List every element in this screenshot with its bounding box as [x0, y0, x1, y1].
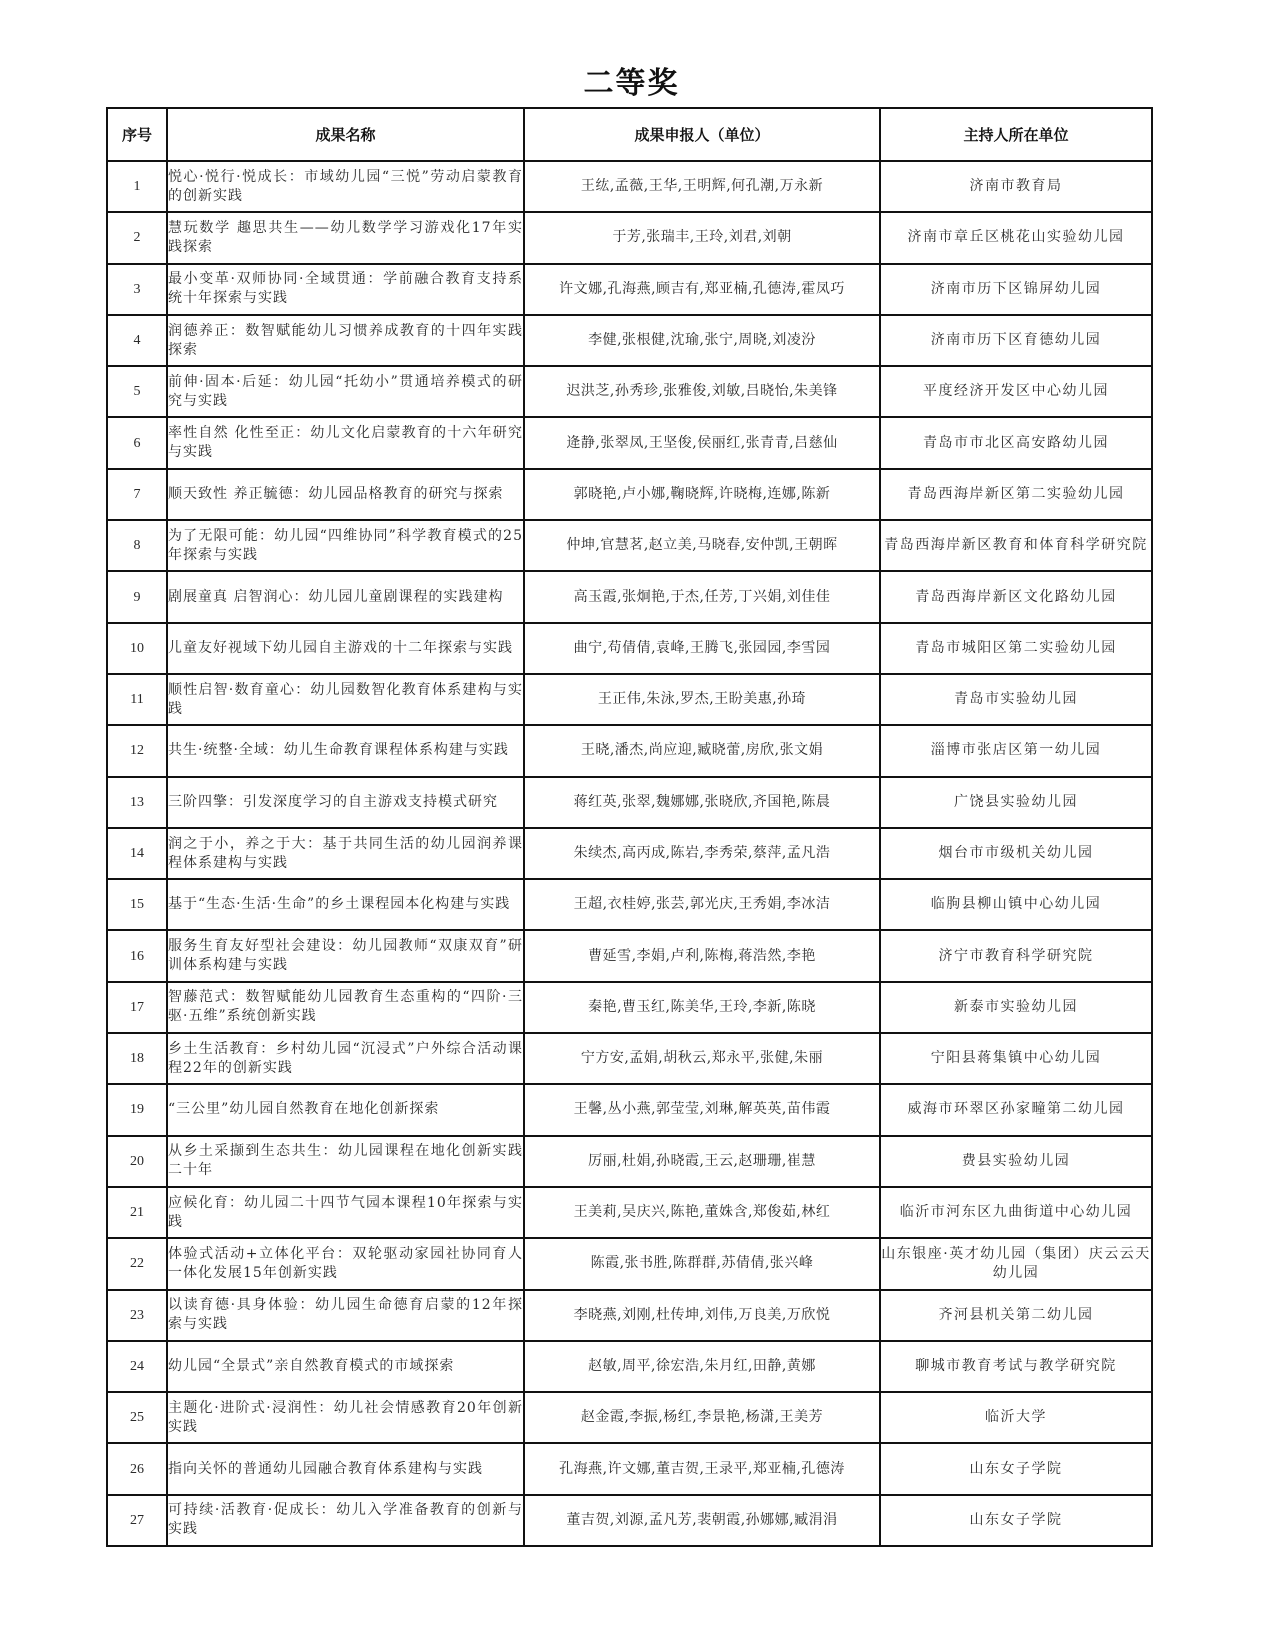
row-number: 6	[107, 417, 167, 468]
achievement-name: 润德养正：数智赋能幼儿习惯养成教育的十四年实践探索	[167, 315, 524, 366]
host-unit: 齐河县机关第二幼儿园	[880, 1290, 1152, 1341]
applicants: 董吉贺,刘源,孟凡芳,裴朝霞,孙娜娜,臧涓涓	[524, 1495, 880, 1546]
host-unit: 平度经济开发区中心幼儿园	[880, 366, 1152, 417]
row-number: 7	[107, 469, 167, 520]
achievement-name: 应候化育：幼儿园二十四节气园本课程10年探索与实践	[167, 1187, 524, 1238]
achievement-name: 悦心·悦行·悦成长：市域幼儿园“三悦”劳动启蒙教育的创新实践	[167, 161, 524, 212]
applicants: 王美莉,吴庆兴,陈艳,董姝含,郑俊茹,林红	[524, 1187, 880, 1238]
achievement-name: 体验式活动+立体化平台：双轮驱动家园社协同育人一体化发展15年创新实践	[167, 1238, 524, 1289]
table-row	[107, 264, 1152, 315]
host-unit: 青岛西海岸新区文化路幼儿园	[880, 571, 1152, 622]
applicants: 王纮,孟薇,王华,王明辉,何孔潮,万永新	[524, 161, 880, 212]
table-row	[107, 725, 1152, 776]
applicants: 于芳,张瑞丰,王玲,刘君,刘朝	[524, 212, 880, 263]
table-row	[107, 417, 1152, 468]
page-title: 二等奖	[583, 66, 680, 101]
table-row	[107, 1392, 1152, 1443]
table-row	[107, 674, 1152, 725]
achievement-name: 从乡土采撷到生态共生：幼儿园课程在地化创新实践二十年	[167, 1136, 524, 1187]
achievement-name: 顺性启智·数育童心：幼儿园数智化教育体系建构与实践	[167, 674, 524, 725]
host-unit: 山东女子学院	[880, 1495, 1152, 1546]
host-unit: 费县实验幼儿园	[880, 1136, 1152, 1187]
table-row	[107, 1033, 1152, 1084]
applicants: 秦艳,曹玉红,陈美华,王玲,李新,陈晓	[524, 982, 880, 1033]
host-unit: 济宁市教育科学研究院	[880, 930, 1152, 981]
achievement-name: 幼儿园“全景式”亲自然教育模式的市域探索	[167, 1341, 524, 1392]
applicants: 王馨,丛小燕,郭莹莹,刘琳,解英英,苗伟霞	[524, 1084, 880, 1135]
host-unit: 山东女子学院	[880, 1443, 1152, 1494]
row-number: 4	[107, 315, 167, 366]
table-row	[107, 520, 1152, 571]
row-number: 26	[107, 1443, 167, 1494]
table-row	[107, 1495, 1152, 1546]
achievement-name: 基于“生态·生活·生命”的乡土课程园本化构建与实践	[167, 879, 524, 930]
table-row	[107, 1238, 1152, 1289]
header-unit: 主持人所在单位	[880, 108, 1152, 161]
applicants: 曲宁,苟倩倩,袁峰,王腾飞,张园园,李雪园	[524, 623, 880, 674]
applicants: 仲坤,官慧茗,赵立美,马晓春,安仲凯,王朝晖	[524, 520, 880, 571]
table-row	[107, 879, 1152, 930]
table-row	[107, 623, 1152, 674]
achievement-name: 最小变革·双师协同·全域贯通：学前融合教育支持系统十年探索与实践	[167, 264, 524, 315]
table-row	[107, 930, 1152, 981]
host-unit: 宁阳县蒋集镇中心幼儿园	[880, 1033, 1152, 1084]
host-unit: 淄博市张店区第一幼儿园	[880, 725, 1152, 776]
host-unit: 青岛西海岸新区教育和体育科学研究院	[880, 520, 1152, 571]
row-number: 10	[107, 623, 167, 674]
achievement-name: 指向关怀的普通幼儿园融合教育体系建构与实践	[167, 1443, 524, 1494]
row-number: 25	[107, 1392, 167, 1443]
achievement-name: 共生·统整·全域：幼儿生命教育课程体系构建与实践	[167, 725, 524, 776]
achievement-name: 前伸·固本·后延：幼儿园“托幼小”贯通培养模式的研究与实践	[167, 366, 524, 417]
host-unit: 临沂大学	[880, 1392, 1152, 1443]
table-row	[107, 571, 1152, 622]
row-number: 24	[107, 1341, 167, 1392]
host-unit: 济南市历下区锦屏幼儿园	[880, 264, 1152, 315]
row-number: 5	[107, 366, 167, 417]
applicants: 宁方安,孟娟,胡秋云,郑永平,张健,朱丽	[524, 1033, 880, 1084]
table-row	[107, 777, 1152, 828]
applicants: 赵敏,周平,徐宏浩,朱月红,田静,黄娜	[524, 1341, 880, 1392]
achievement-name: 顺天致性 养正毓德：幼儿园品格教育的研究与探索	[167, 469, 524, 520]
table-row	[107, 1084, 1152, 1135]
achievement-name: 三阶四擎：引发深度学习的自主游戏支持模式研究	[167, 777, 524, 828]
host-unit: 临朐县柳山镇中心幼儿园	[880, 879, 1152, 930]
achievement-name: 以读育德·具身体验：幼儿园生命德育启蒙的12年探索与实践	[167, 1290, 524, 1341]
applicants: 蒋红英,张翠,魏娜娜,张晓欣,齐国艳,陈晨	[524, 777, 880, 828]
row-number: 21	[107, 1187, 167, 1238]
applicants: 王正伟,朱泳,罗杰,王盼美惠,孙琦	[524, 674, 880, 725]
table-row	[107, 828, 1152, 879]
achievement-name: “三公里”幼儿园自然教育在地化创新探索	[167, 1084, 524, 1135]
row-number: 9	[107, 571, 167, 622]
host-unit: 济南市教育局	[880, 161, 1152, 212]
row-number: 19	[107, 1084, 167, 1135]
header-applicants: 成果申报人（单位）	[524, 108, 880, 161]
host-unit: 青岛西海岸新区第二实验幼儿园	[880, 469, 1152, 520]
applicants: 逄静,张翠凤,王坚俊,侯丽红,张青青,吕慈仙	[524, 417, 880, 468]
table-row	[107, 212, 1152, 263]
table-row	[107, 315, 1152, 366]
table-row	[107, 982, 1152, 1033]
achievement-name: 智藤范式：数智赋能幼儿园教育生态重构的“四阶·三驱·五维”系统创新实践	[167, 982, 524, 1033]
header-no: 序号	[107, 108, 167, 161]
achievement-name: 服务生育友好型社会建设：幼儿园教师“双康双育”研训体系构建与实践	[167, 930, 524, 981]
achievement-name: 儿童友好视域下幼儿园自主游戏的十二年探索与实践	[167, 623, 524, 674]
host-unit: 济南市章丘区桃花山实验幼儿园	[880, 212, 1152, 263]
table-row	[107, 469, 1152, 520]
applicants: 许文娜,孔海燕,顾吉有,郑亚楠,孔德涛,霍凤巧	[524, 264, 880, 315]
applicants: 厉丽,杜娟,孙晓霞,王云,赵珊珊,崔慧	[524, 1136, 880, 1187]
host-unit: 烟台市市级机关幼儿园	[880, 828, 1152, 879]
row-number: 12	[107, 725, 167, 776]
table-header-row	[107, 108, 1152, 161]
row-number: 13	[107, 777, 167, 828]
host-unit: 济南市历下区育德幼儿园	[880, 315, 1152, 366]
achievement-name: 润之于小，养之于大：基于共同生活的幼儿园润养课程体系建构与实践	[167, 828, 524, 879]
table-body	[107, 161, 1152, 1546]
row-number: 17	[107, 982, 167, 1033]
header-name: 成果名称	[167, 108, 524, 161]
row-number: 16	[107, 930, 167, 981]
applicants: 孔海燕,许文娜,董吉贺,王录平,郑亚楠,孔德涛	[524, 1443, 880, 1494]
row-number: 23	[107, 1290, 167, 1341]
applicants: 朱续杰,高丙成,陈岩,李秀荣,蔡萍,孟凡浩	[524, 828, 880, 879]
achievement-name: 剧展童真 启智润心：幼儿园儿童剧课程的实践建构	[167, 571, 524, 622]
table-row	[107, 366, 1152, 417]
table-row	[107, 1136, 1152, 1187]
host-unit: 青岛市实验幼儿园	[880, 674, 1152, 725]
host-unit: 威海市环翠区孙家疃第二幼儿园	[880, 1084, 1152, 1135]
applicants: 赵金霞,李振,杨红,李景艳,杨潇,王美芳	[524, 1392, 880, 1443]
host-unit: 山东银座·英才幼儿园（集团）庆云云天幼儿园	[880, 1238, 1152, 1289]
achievement-name: 可持续·活教育·促成长：幼儿入学准备教育的创新与实践	[167, 1495, 524, 1546]
row-number: 2	[107, 212, 167, 263]
row-number: 20	[107, 1136, 167, 1187]
table-row	[107, 1443, 1152, 1494]
host-unit: 青岛市市北区高安路幼儿园	[880, 417, 1152, 468]
table-row	[107, 1187, 1152, 1238]
table-row	[107, 161, 1152, 212]
row-number: 8	[107, 520, 167, 571]
row-number: 18	[107, 1033, 167, 1084]
applicants: 王超,衣桂婷,张芸,郭光庆,王秀娟,李冰洁	[524, 879, 880, 930]
row-number: 15	[107, 879, 167, 930]
applicants: 王晓,潘杰,尚应迎,臧晓蕾,房欣,张文娟	[524, 725, 880, 776]
applicants: 李晓燕,刘刚,杜传坤,刘伟,万良美,万欣悦	[524, 1290, 880, 1341]
host-unit: 广饶县实验幼儿园	[880, 777, 1152, 828]
achievement-name: 乡土生活教育：乡村幼儿园“沉浸式”户外综合活动课程22年的创新实践	[167, 1033, 524, 1084]
row-number: 1	[107, 161, 167, 212]
table-row	[107, 1341, 1152, 1392]
row-number: 14	[107, 828, 167, 879]
achievement-name: 率性自然 化性至正：幼儿文化启蒙教育的十六年研究与实践	[167, 417, 524, 468]
row-number: 27	[107, 1495, 167, 1546]
host-unit: 临沂市河东区九曲街道中心幼儿园	[880, 1187, 1152, 1238]
host-unit: 聊城市教育考试与教学研究院	[880, 1341, 1152, 1392]
achievement-name: 为了无限可能：幼儿园“四维协同”科学教育模式的25年探索与实践	[167, 520, 524, 571]
table-row	[107, 1290, 1152, 1341]
applicants: 郭晓艳,卢小娜,鞠晓辉,许晓梅,连娜,陈新	[524, 469, 880, 520]
row-number: 11	[107, 674, 167, 725]
achievement-name: 主题化·进阶式·浸润性：幼儿社会情感教育20年创新实践	[167, 1392, 524, 1443]
applicants: 迟洪芝,孙秀珍,张雅俊,刘敏,吕晓怡,朱美锋	[524, 366, 880, 417]
host-unit: 新泰市实验幼儿园	[880, 982, 1152, 1033]
row-number: 22	[107, 1238, 167, 1289]
applicants: 曹延雪,李娟,卢利,陈梅,蒋浩然,李艳	[524, 930, 880, 981]
host-unit: 青岛市城阳区第二实验幼儿园	[880, 623, 1152, 674]
applicants: 陈霞,张书胜,陈群群,苏倩倩,张兴峰	[524, 1238, 880, 1289]
applicants: 李健,张根健,沈瑜,张宁,周晓,刘凌汾	[524, 315, 880, 366]
achievement-name: 慧玩数学 趣思共生——幼儿数学学习游戏化17年实践探索	[167, 212, 524, 263]
applicants: 高玉霞,张炯艳,于杰,任芳,丁兴娟,刘佳佳	[524, 571, 880, 622]
row-number: 3	[107, 264, 167, 315]
awards-table	[106, 107, 1153, 1547]
